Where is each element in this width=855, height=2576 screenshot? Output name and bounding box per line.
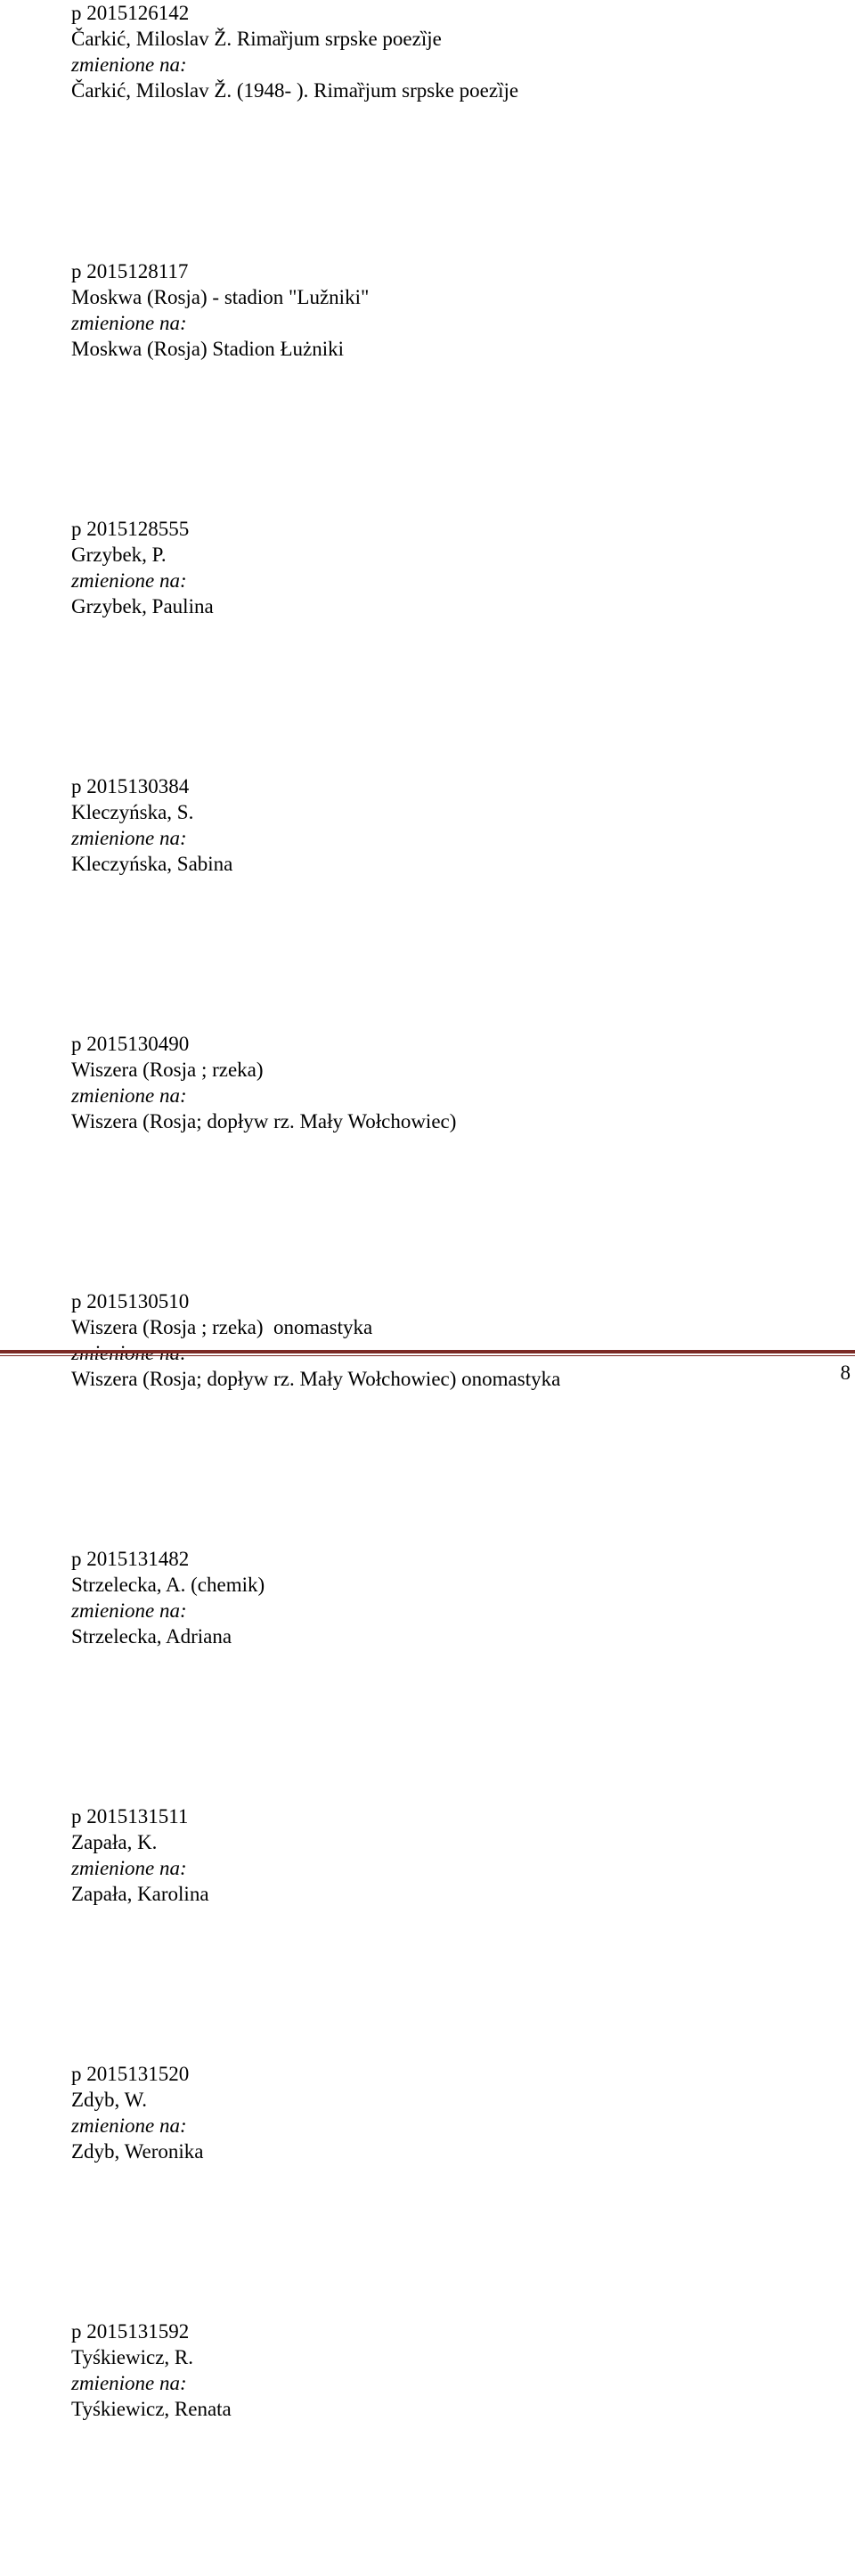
footer-divider [0, 1350, 855, 1357]
record-id: p 2015131592 [71, 2320, 190, 2343]
record-change-entry [71, 773, 837, 1031]
record-change-entry [71, 0, 837, 258]
record-change-list [71, 0, 837, 2576]
new-heading: Tyśkiewicz, Renata [71, 2398, 232, 2420]
old-heading: Wiszera (Rosja ; rzeka) [71, 1059, 264, 1081]
record-id: p 2015131520 [71, 2063, 190, 2085]
old-heading: Wiszera (Rosja ; rzeka) onomastyka [71, 1316, 373, 1338]
record-id: p 2015131511 [71, 1805, 189, 1828]
record-id: p 2015130384 [71, 775, 190, 797]
record-change-entry [71, 1546, 837, 1803]
changed-to-label: zmienione na: [71, 53, 187, 76]
page-number: 8 [840, 1362, 851, 1384]
old-heading: Tyśkiewicz, R. [71, 2346, 194, 2368]
changed-to-label: zmienione na: [71, 1599, 187, 1622]
new-heading: Kleczyńska, Sabina [71, 853, 233, 875]
old-heading: Moskwa (Rosja) - stadion "Lužniki" [71, 286, 370, 308]
changed-to-label: zmienione na: [71, 827, 187, 849]
record-change-entry [71, 258, 837, 516]
record-change-entry [71, 516, 837, 773]
record-id: p 2015128555 [71, 518, 190, 540]
changed-to-label: zmienione na: [71, 2114, 187, 2137]
record-id: p 2015126142 [71, 2, 190, 24]
record-id: p 2015131482 [71, 1548, 190, 1570]
record-change-entry [71, 2061, 837, 2318]
old-heading: Strzelecka, A. (chemik) [71, 1574, 265, 1596]
old-heading: Zapała, K. [71, 1831, 158, 1853]
record-change-entry [71, 2318, 837, 2576]
new-heading: Moskwa (Rosja) Stadion Łużniki [71, 338, 344, 360]
record-id: p 2015130510 [71, 1290, 190, 1313]
changed-to-label: zmienione na: [71, 1084, 187, 1107]
old-heading: Zdyb, W. [71, 2089, 147, 2111]
footer-rule-thin [0, 1355, 855, 1356]
record-change-entry [71, 1803, 837, 2061]
record-id: p 2015128117 [71, 260, 189, 282]
changed-to-label: zmienione na: [71, 312, 187, 334]
old-heading: Čarkić, Miloslav Ž. Rimaȑjum srpske poezȉje [71, 28, 442, 50]
changed-to-label: zmienione na: [71, 2372, 187, 2394]
new-heading: Strzelecka, Adriana [71, 1625, 232, 1648]
new-heading: Wiszera (Rosja; dopływ rz. Mały Wołchowiec) onomastyka [71, 1368, 561, 1390]
new-heading: Wiszera (Rosja; dopływ rz. Mały Wołchowiec) [71, 1110, 457, 1133]
record-change-entry [71, 1031, 837, 1288]
new-heading: Zapała, Karolina [71, 1883, 209, 1905]
footer-rule-thick [0, 1350, 855, 1353]
changed-to-label: zmienione na: [71, 1857, 187, 1879]
record-id: p 2015130490 [71, 1033, 190, 1055]
record-change-entry [71, 1288, 837, 1546]
changed-to-label: zmienione na: [71, 569, 187, 592]
new-heading: Grzybek, Paulina [71, 595, 214, 617]
old-heading: Grzybek, P. [71, 544, 167, 566]
new-heading: Zdyb, Weronika [71, 2140, 204, 2163]
new-heading: Čarkić, Miloslav Ž. (1948- ). Rimaȑjum srpske poezȉje [71, 79, 519, 102]
old-heading: Kleczyńska, S. [71, 801, 194, 823]
